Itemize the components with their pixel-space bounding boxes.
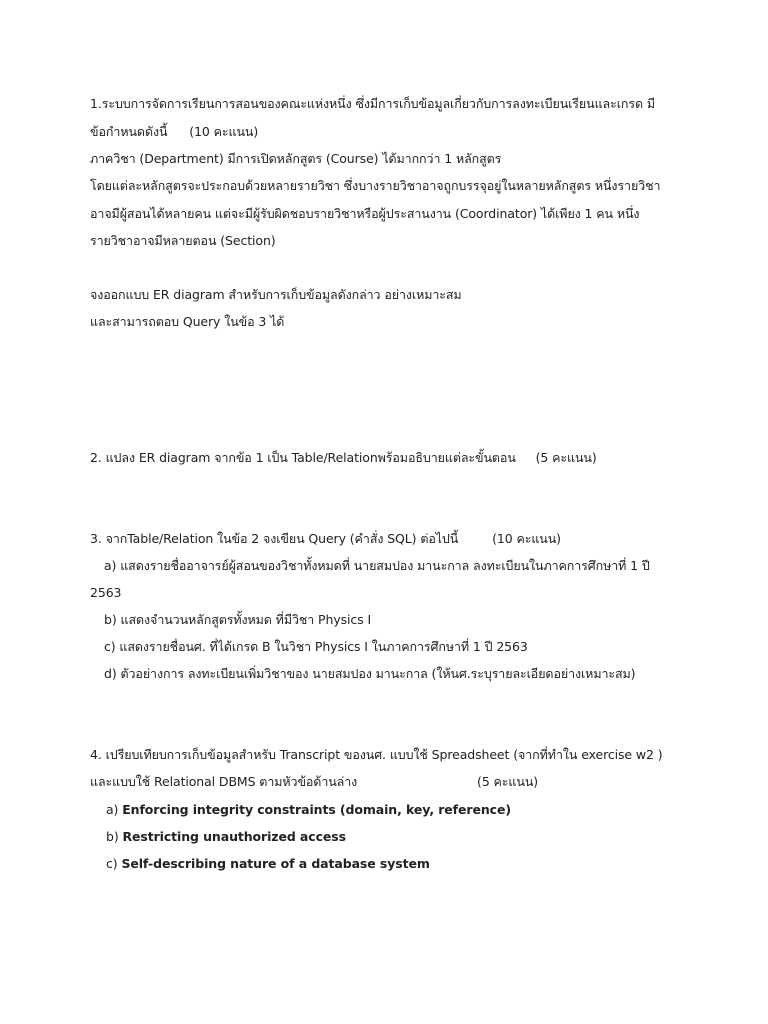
q4-item-c-prefix: c)	[106, 856, 118, 871]
q4-item-a-prefix: a)	[106, 802, 119, 817]
q1-points: (10 คะแนน)	[189, 124, 259, 139]
q3-item-c: c) แสดงรายชื่อนศ. ที่ได้เกรด B ในวิชา Physics I ในภาคการศึกษาที่ 1 ปี 2563	[104, 639, 528, 654]
q1-line-7: จงออกแบบ ER diagram สำหรับการเก็บข้อมูลดังกล่าว อย่างเหมาะสม	[90, 287, 462, 302]
q4-item-a	[106, 802, 726, 818]
q1-line-4: โดยแต่ละหลักสูตรจะประกอบด้วยหลายรายวิชา ซึ่งบางรายวิชาอาจถูกบรรจุอยู่ในหลายหลักสูตร หนึ่งรายวิชา	[90, 178, 661, 193]
q4-item-b-prefix: b)	[106, 829, 119, 844]
q1-line-6: รายวิชาอาจมีหลายตอน (Section)	[90, 233, 276, 248]
q2-line	[90, 450, 730, 466]
q1-line-2	[90, 124, 730, 140]
q4-line-1: 4. เปรียบเทียบการเก็บข้อมูลสำหรับ Transcript ของนศ. แบบใช้ Spreadsheet (จากที่ทำใน exercise w2 )	[90, 747, 663, 762]
q1-line-8: และสามารถตอบ Query ในข้อ 3 ได้	[90, 314, 285, 329]
q4-item-b-text: Restricting unauthorized access	[122, 829, 346, 844]
q1-line-5: อาจมีผู้สอนได้หลายคน แต่จะมีผู้รับผิดชอบรายวิชาหรือผู้ประสานงาน (Coordinator) ได้เพียง 1 คน หนึ่ง	[90, 206, 640, 221]
q4-item-c-text: Self-describing nature of a database system	[121, 856, 430, 871]
q3-points: (10 คะแนน)	[492, 531, 561, 546]
q2-points: (5 คะแนน)	[535, 450, 597, 465]
q4-item-b	[106, 829, 726, 845]
q3-item-d: d) ตัวอย่างการ ลงทะเบียนเพิ่มวิชาของ นายสมปอง มานะกาล (ให้นศ.ระบุรายละเอียดอย่างเหมาะสม)	[104, 666, 636, 681]
q3-text: 3. จากTable/Relation ในข้อ 2 จงเขียน Query (คำสั่ง SQL) ต่อไปนี้	[90, 531, 459, 546]
q4-item-c	[106, 856, 726, 872]
q4-line-2-text: และแบบใช้ Relational DBMS ตามหัวข้อด้านล่าง	[90, 774, 358, 789]
q3-item-a: a) แสดงรายชื่ออาจารย์ผู้สอนของวิชาทั้งหมดที่ นายสมปอง มานะกาล ลงทะเบียนในภาคการศึกษาที่ 1 ปี	[104, 558, 650, 573]
q1-line-2-text: ข้อกำหนดดังนี้	[90, 124, 168, 139]
q4-points: (5 คะแนน)	[477, 774, 539, 789]
q3-item-b: b) แสดงจำนวนหลักสูตรทั้งหมด ที่มีวิชา Physics I	[104, 612, 372, 627]
q1-line-1: 1.ระบบการจัดการเรียนการสอนของคณะแห่งหนึ่ง ซึ่งมีการเก็บข้อมูลเกี่ยวกับการลงทะเบียนเรียนและเกรด มี	[90, 96, 656, 111]
q1-line-3: ภาควิชา (Department) มีการเปิดหลักสูตร (Course) ได้มากกว่า 1 หลักสูตร	[90, 151, 502, 166]
q2-text: 2. แปลง ER diagram จากข้อ 1 เป็น Table/Relationพร้อมอธิบายแต่ละขั้นตอน	[90, 450, 516, 465]
q4-line-2	[90, 774, 730, 790]
q3-line	[90, 531, 730, 547]
q4-item-a-text: Enforcing integrity constraints (domain, key, reference)	[122, 802, 511, 817]
q3-item-a-continued: 2563	[90, 585, 122, 600]
